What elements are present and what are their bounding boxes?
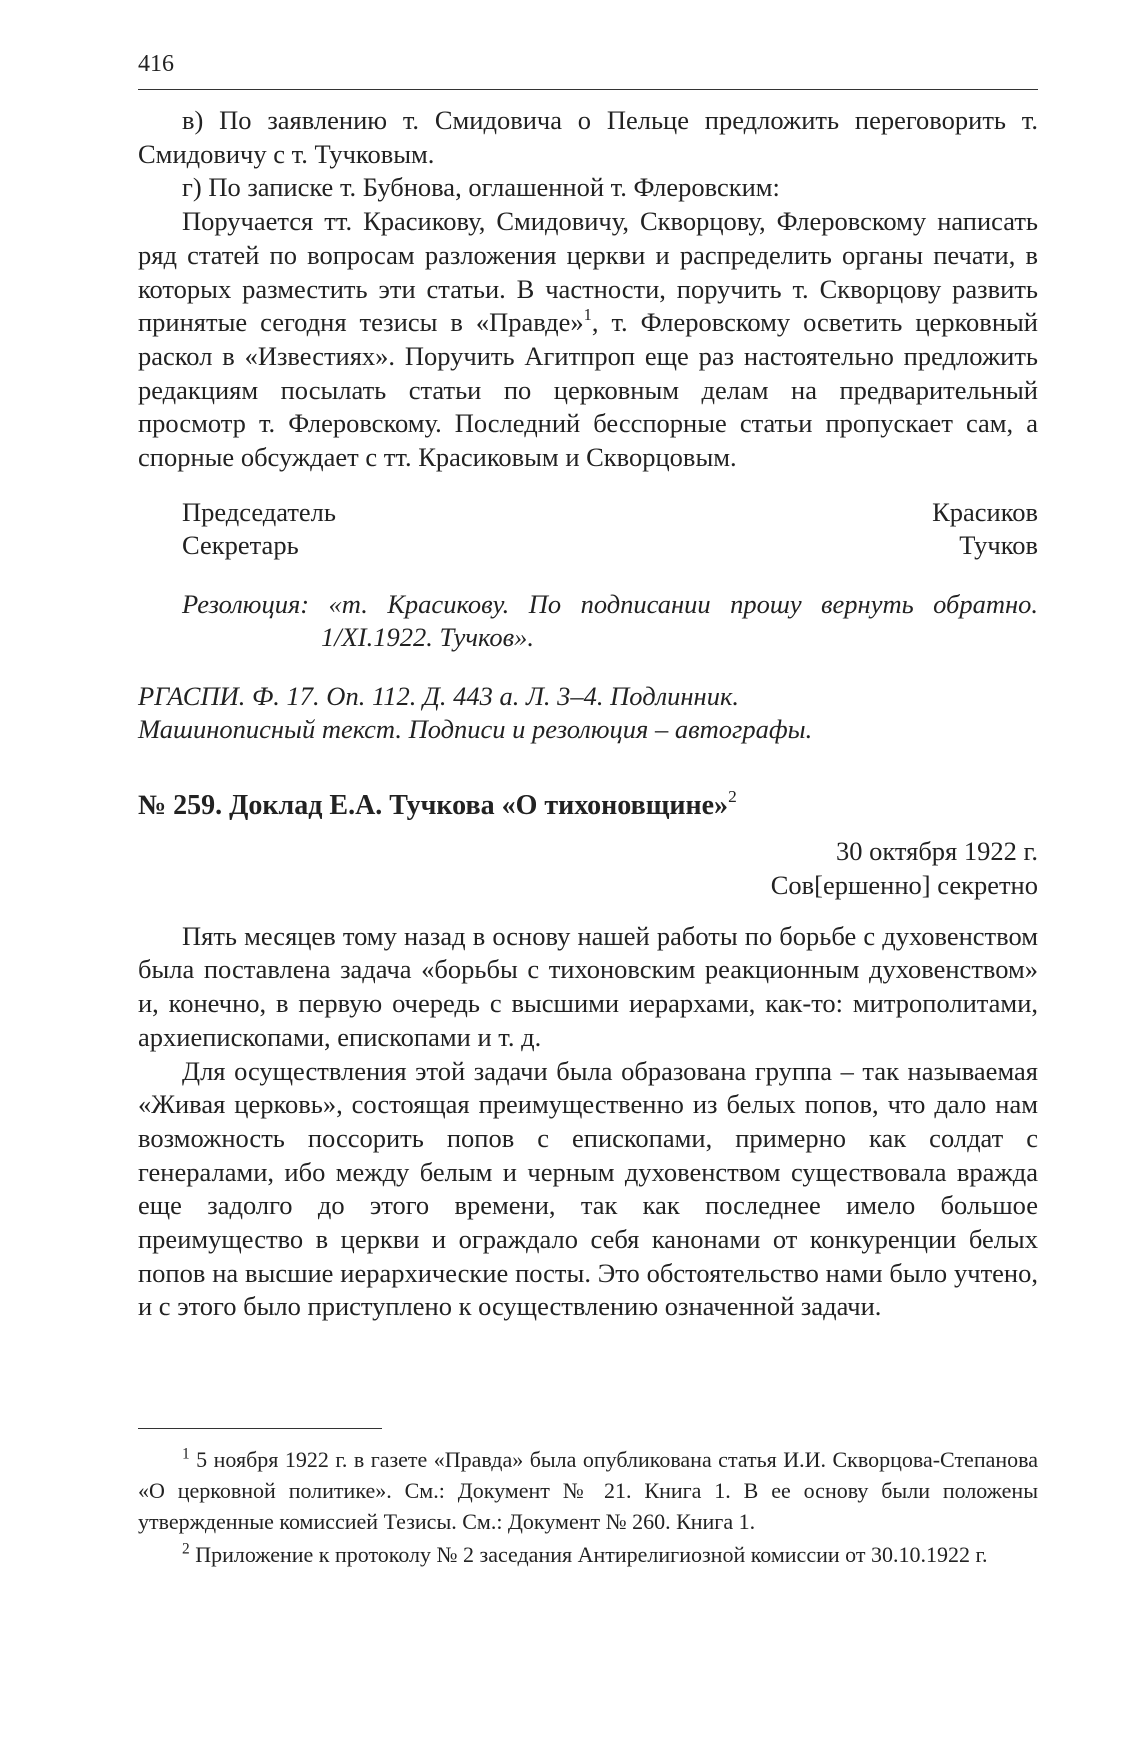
document-page [138, 0, 1038, 1758]
page-content [138, 104, 1038, 1324]
signature-name: Тучков [959, 530, 1038, 561]
signature-role: Секретарь [182, 530, 299, 561]
protocol-paragraph-part1: Поручается тт. Красикову, Смидовичу, Скворцову, Флеровскому написать ряд статей по вопросам разложения церкви и распределить органы печати, в которых разместить эти статьи. В частности, поручить т. Скворцову развить принятые сегодня тезисы в «Правде» [138, 206, 1038, 338]
footnote-2 [138, 1539, 1038, 1570]
page-number: 416 [138, 51, 174, 77]
document-heading [138, 786, 1038, 823]
footnote-text: 5 ноября 1922 г. в газете «Правда» была опубликована статья И.И. Скворцова-Степанова «О церковной политике». См.: Документ № 21. Книга 1. В ее основу были положены утвержденные комиссией Тезисы. См.: Документ № 260. Книга 1. [138, 1447, 1038, 1534]
protocol-paragraph [138, 205, 1038, 475]
document-classification: Сов[ершенно] секретно [770, 869, 1038, 900]
archive-line-1: РГАСПИ. Ф. 17. Оп. 112. Д. 443 а. Л. 3–4. Подлинник. [138, 680, 739, 711]
resolution-note [138, 588, 1038, 655]
footnote-1 [138, 1444, 1038, 1537]
footnote-mark: 1 [182, 1445, 190, 1463]
protocol-paragraph-part2: , т. Флеровскому осветить церковный раскол в «Известиях». Поручить Агитпроп еще раз настоятельно предложить редакциям посылать статьи по церковным делам на предварительный просмотр т. Флеровскому. Последний бесспорные статьи пропускает сам, а спорные обсуждает с тт. Красиковым и Скворцовым. [138, 307, 1038, 473]
footnote-ref-2[interactable]: 2 [728, 786, 737, 806]
footnote-text: Приложение к протоколу № 2 заседания Антирелигиозной комиссии от 30.10.1922 г. [189, 1542, 988, 1567]
protocol-item-v: в) По заявлению т. Смидовича о Пельце предложить переговорить т. Смидовичу с т. Тучковым. [138, 105, 1038, 169]
body-paragraph-2: Для осуществления этой задачи была образована группа – так называемая «Живая церковь», состоящая преимущественно из белых попов, что дало нам возможность поссорить попов с епископами, примерно как солдат с генералами, ибо между белым и черным духовенством существовала вражда еще задолго до этого времени, так как последнее имело большое преимущество в церкви и ограждало себя канонами от конкуренции белых попов на высшие иерархические посты. Это обстоятельство нами было учтено, и с этого было приступлено к осуществлению означенной задачи. [138, 1055, 1038, 1322]
body-paragraph-1: Пять месяцев тому назад в основу нашей работы по борьбе с духовенством была поставлена задача «борьбы с тихоновским реакционным духовенством» и, конечно, в первую очередь с высшими иерархами, как-то: митрополитами, архиепископами, епископами и т. д. [138, 920, 1038, 1052]
protocol-item-g: г) По записке т. Бубнова, оглашенной т. Флеровским: [182, 172, 780, 203]
signature-role: Председатель [182, 496, 336, 527]
document-heading-text: № 259. Доклад Е.А. Тучкова «О тихоновщине» [138, 789, 729, 821]
document-date: 30 октября 1922 г. [836, 835, 1038, 866]
signature-row-secretary [138, 529, 1038, 563]
archive-line-2: Машинописный текст. Подписи и резолюция – автографы. [138, 714, 813, 745]
signature-name: Красиков [932, 496, 1038, 527]
header-rule [138, 89, 1038, 90]
archive-reference [138, 680, 1038, 747]
footnote-mark: 2 [182, 1540, 190, 1558]
resolution-line-1: Резолюция: «т. Красикову. По подписании прошу вернуть обратно. [182, 588, 1038, 619]
resolution-line-2: 1/XI.1922. Тучков». [321, 622, 535, 653]
document-meta [138, 834, 1038, 902]
signature-block [138, 496, 1038, 563]
footnote-ref-1[interactable]: 1 [583, 304, 592, 324]
signature-row-chairman [138, 496, 1038, 530]
footnote-rule [138, 1428, 382, 1429]
document-body [138, 920, 1038, 1324]
footnotes [138, 1444, 1038, 1570]
